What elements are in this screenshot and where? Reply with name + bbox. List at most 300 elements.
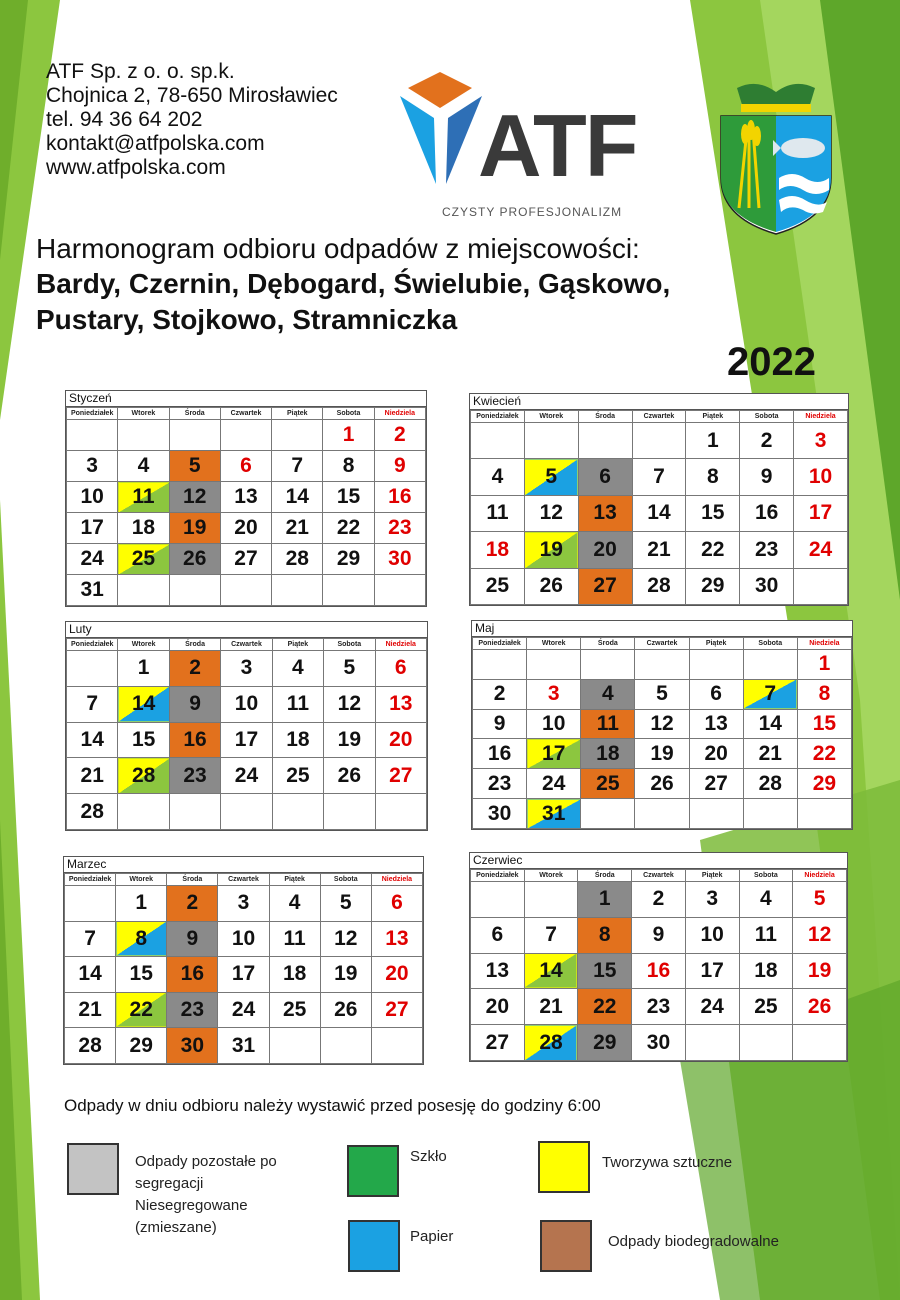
week-row [471,917,847,953]
atf-logo-icon [396,66,486,196]
day-cell: 28 [65,1028,116,1064]
empty-cell [581,650,635,680]
day-cell: 24 [685,989,739,1025]
week-row [67,794,427,830]
day-cell: 20 [371,957,422,993]
day-cell: 2 [374,420,425,451]
day-cell: 17 [527,739,581,769]
weekday-header: Poniedziałek [65,874,116,886]
month-grid [66,638,427,830]
day-cell: 2 [167,886,218,922]
day-cell: 7 [743,679,797,709]
day-cell: 23 [740,532,794,568]
day-cell: 1 [797,650,851,680]
day-cell: 20 [689,739,743,769]
day-cell: 27 [220,544,271,575]
weekday-header: Sobota [740,411,794,423]
legend-swatch-plastic [538,1141,590,1193]
company-name: ATF Sp. z o. o. sp.k. [46,60,235,83]
day-cell: 17 [685,953,739,989]
day-cell: 4 [471,459,525,495]
week-row [65,921,423,957]
empty-cell [269,1028,320,1064]
weekday-header: Poniedziałek [67,408,118,420]
day-cell: 9 [632,917,686,953]
day-cell: 11 [272,686,323,722]
day-cell: 5 [324,651,375,687]
day-cell: 20 [375,722,426,758]
weekday-header: Poniedziałek [471,870,525,882]
day-cell: 8 [323,451,374,482]
day-cell: 25 [471,568,525,604]
day-cell: 5 [169,451,220,482]
day-cell: 20 [471,989,525,1025]
day-cell: 7 [67,686,118,722]
day-cell: 26 [793,989,847,1025]
week-row [471,953,847,989]
day-cell: 14 [67,722,118,758]
day-cell: 21 [632,532,686,568]
month-calendar-february [65,621,428,831]
week-row [67,544,426,575]
weekday-header: Czwartek [220,408,271,420]
day-cell: 30 [473,799,527,829]
day-cell: 25 [272,758,323,794]
weekday-header: Czwartek [218,874,269,886]
day-cell: 22 [116,992,167,1028]
day-cell: 10 [67,482,118,513]
day-cell: 9 [473,709,527,739]
day-cell: 26 [320,992,371,1028]
day-cell: 19 [793,953,847,989]
month-grid [470,869,847,1061]
empty-cell [527,650,581,680]
weekday-header: Środa [578,870,632,882]
empty-cell [471,423,525,459]
day-cell: 6 [471,917,525,953]
day-cell: 6 [220,451,271,482]
day-cell: 7 [272,451,323,482]
day-cell: 24 [221,758,272,794]
day-cell: 29 [116,1028,167,1064]
day-cell: 10 [218,921,269,957]
day-cell: 22 [686,532,740,568]
weekday-header: Wtorek [527,638,581,650]
day-cell: 19 [324,722,375,758]
day-cell: 1 [686,423,740,459]
weekday-header: Niedziela [375,639,426,651]
empty-cell [67,651,118,687]
day-cell: 12 [324,686,375,722]
day-cell: 2 [740,423,794,459]
weekday-header: Środa [578,411,632,423]
day-cell: 24 [218,992,269,1028]
month-calendar-may [471,620,853,830]
day-cell: 20 [220,513,271,544]
logo-word: ATF [478,96,637,195]
day-cell: 22 [797,739,851,769]
empty-cell [524,423,578,459]
day-cell: 16 [169,722,220,758]
day-cell: 13 [371,921,422,957]
month-name: Kwiecień [470,394,848,410]
empty-cell [220,420,271,451]
week-row [67,651,427,687]
weekday-header: Piątek [272,639,323,651]
month-grid [472,637,852,829]
empty-cell [689,650,743,680]
day-cell: 29 [686,568,740,604]
day-cell: 26 [324,758,375,794]
day-cell: 27 [371,992,422,1028]
day-cell: 18 [118,513,169,544]
day-cell: 7 [632,459,686,495]
company-email[interactable]: kontakt@atfpolska.com [46,132,265,155]
month-calendar-june [469,852,848,1062]
day-cell: 28 [272,544,323,575]
day-cell: 19 [524,532,578,568]
empty-cell [320,1028,371,1064]
day-cell: 6 [689,679,743,709]
day-cell: 28 [118,758,169,794]
day-cell: 13 [689,709,743,739]
legend-label-paper: Papier [410,1228,454,1245]
day-cell: 9 [740,459,794,495]
week-row [67,482,426,513]
month-calendar-april [469,393,849,606]
weekday-header: Sobota [739,870,793,882]
logo-tagline: CZYSTY PROFESJONALIZM [442,205,623,219]
day-cell: 31 [67,575,118,606]
day-cell: 13 [471,953,525,989]
empty-cell [118,575,169,606]
week-row [471,459,848,495]
day-cell: 23 [169,758,220,794]
day-cell: 15 [323,482,374,513]
day-cell: 25 [739,989,793,1025]
company-info [46,60,338,180]
empty-cell [473,650,527,680]
day-cell: 30 [632,1025,686,1061]
day-cell: 28 [524,1025,578,1061]
legend-label-plastic: Tworzywa sztuczne [602,1154,733,1171]
empty-cell [685,1025,739,1061]
weekday-header: Sobota [320,874,371,886]
legend-swatch-paper [348,1220,400,1272]
weekday-header: Wtorek [524,411,578,423]
day-cell: 7 [524,917,578,953]
day-cell: 16 [740,495,794,531]
day-cell: 26 [169,544,220,575]
day-cell: 12 [320,921,371,957]
weekday-header: Poniedziałek [67,639,118,651]
day-cell: 18 [471,532,525,568]
weekday-header: Czwartek [221,639,272,651]
day-cell: 29 [797,769,851,799]
month-name: Marzec [64,857,423,873]
day-cell: 14 [118,686,169,722]
weekday-header: Sobota [324,639,375,651]
day-cell: 3 [685,882,739,918]
day-cell: 10 [685,917,739,953]
day-cell: 14 [272,482,323,513]
atf-logo [396,62,646,222]
empty-cell [169,794,220,830]
weekday-header: Czwartek [632,411,686,423]
day-cell: 16 [473,739,527,769]
day-cell: 16 [167,957,218,993]
day-cell: 3 [221,651,272,687]
month-name: Luty [66,622,427,638]
day-cell: 15 [118,722,169,758]
day-cell: 11 [118,482,169,513]
empty-cell [635,650,689,680]
weekday-header: Niedziela [793,870,847,882]
day-cell: 2 [632,882,686,918]
day-cell: 12 [524,495,578,531]
year: 2022 [727,340,816,384]
empty-cell [794,568,848,604]
day-cell: 27 [471,1025,525,1061]
week-row [473,679,852,709]
day-cell: 17 [218,957,269,993]
day-cell: 9 [167,921,218,957]
day-cell: 13 [375,686,426,722]
day-cell: 25 [581,769,635,799]
day-cell: 28 [67,794,118,830]
week-row [471,882,847,918]
day-cell: 30 [374,544,425,575]
empty-cell [272,794,323,830]
day-cell: 4 [272,651,323,687]
empty-cell [743,799,797,829]
day-cell: 16 [374,482,425,513]
empty-cell [67,420,118,451]
empty-cell [375,794,426,830]
day-cell: 11 [739,917,793,953]
day-cell: 10 [527,709,581,739]
legend-swatch-glass [347,1145,399,1197]
day-cell: 27 [578,568,632,604]
schedule-heading [36,232,796,338]
coat-of-arms-icon [717,78,835,238]
day-cell: 17 [221,722,272,758]
week-row [471,495,848,531]
company-phone: tel. 94 36 64 202 [46,108,203,131]
empty-cell [689,799,743,829]
empty-cell [221,794,272,830]
weekday-header: Czwartek [632,870,686,882]
empty-cell [374,575,425,606]
heading-line2: Bardy, Czernin, Dębogard, Świelubie, Gąskowo, [36,268,671,299]
week-row [471,989,847,1025]
day-cell: 18 [272,722,323,758]
empty-cell [169,420,220,451]
day-cell: 30 [740,568,794,604]
weekday-header: Niedziela [794,411,848,423]
day-cell: 15 [686,495,740,531]
day-cell: 29 [323,544,374,575]
week-row [473,709,852,739]
pickup-note: Odpady w dniu odbioru należy wystawić przed posesję do godziny 6:00 [64,1096,601,1115]
empty-cell [635,799,689,829]
legend-label-mixed: Odpady pozostałe po segregacji Niesegregowane (zmieszane) [135,1153,277,1236]
weekday-header: Wtorek [524,870,578,882]
day-cell: 5 [793,882,847,918]
day-cell: 15 [797,709,851,739]
weekday-header: Czwartek [635,638,689,650]
day-cell: 31 [527,799,581,829]
weekday-header: Piątek [689,638,743,650]
heading-line3: Pustary, Stojkowo, Stramniczka [36,304,458,335]
day-cell: 3 [218,886,269,922]
empty-cell [471,882,525,918]
weekday-header: Niedziela [797,638,851,650]
weekday-header: Piątek [269,874,320,886]
empty-cell [220,575,271,606]
day-cell: 25 [118,544,169,575]
day-cell: 26 [635,769,689,799]
week-row [67,722,427,758]
month-calendar-january [65,390,427,607]
day-cell: 14 [65,957,116,993]
day-cell: 17 [67,513,118,544]
day-cell: 4 [269,886,320,922]
day-cell: 4 [581,679,635,709]
weekday-header: Środa [169,408,220,420]
day-cell: 23 [374,513,425,544]
month-name: Styczeń [66,391,426,407]
day-cell: 2 [473,679,527,709]
day-cell: 23 [473,769,527,799]
weekday-header: Sobota [743,638,797,650]
empty-cell [739,1025,793,1061]
day-cell: 5 [320,886,371,922]
empty-cell [169,575,220,606]
day-cell: 8 [578,917,632,953]
day-cell: 5 [635,679,689,709]
day-cell: 28 [743,769,797,799]
day-cell: 31 [218,1028,269,1064]
day-cell: 22 [323,513,374,544]
day-cell: 11 [581,709,635,739]
empty-cell [797,799,851,829]
week-row [471,423,848,459]
week-row [65,1028,423,1064]
month-grid [470,410,848,605]
week-row [67,420,426,451]
empty-cell [793,1025,847,1061]
company-website[interactable]: www.atfpolska.com [46,156,226,179]
day-cell: 26 [524,568,578,604]
day-cell: 3 [794,423,848,459]
empty-cell [118,420,169,451]
heading-line1: Harmonogram odbioru odpadów z miejscowości: [36,233,640,264]
weekday-header: Sobota [323,408,374,420]
day-cell: 3 [67,451,118,482]
day-cell: 1 [323,420,374,451]
week-row [65,992,423,1028]
day-cell: 14 [632,495,686,531]
weekday-header: Piątek [272,408,323,420]
day-cell: 13 [578,495,632,531]
legend-swatch-mixed [67,1143,119,1195]
week-row [67,575,426,606]
day-cell: 24 [67,544,118,575]
day-cell: 14 [743,709,797,739]
weekday-header: Piątek [685,870,739,882]
day-cell: 11 [269,921,320,957]
day-cell: 8 [116,921,167,957]
weekday-header: Wtorek [118,639,169,651]
empty-cell [632,423,686,459]
day-cell: 16 [632,953,686,989]
month-grid [64,873,423,1064]
weekday-header: Poniedziałek [471,411,525,423]
day-cell: 10 [794,459,848,495]
day-cell: 5 [524,459,578,495]
legend-label-glass: Szkło [410,1148,447,1165]
day-cell: 18 [581,739,635,769]
weekday-header: Niedziela [374,408,425,420]
day-cell: 13 [220,482,271,513]
day-cell: 29 [578,1025,632,1061]
day-cell: 21 [743,739,797,769]
day-cell: 11 [471,495,525,531]
empty-cell [524,882,578,918]
day-cell: 27 [375,758,426,794]
day-cell: 1 [578,882,632,918]
weekday-header: Piątek [686,411,740,423]
weekday-header: Środa [169,639,220,651]
day-cell: 6 [371,886,422,922]
day-cell: 4 [118,451,169,482]
day-cell: 21 [524,989,578,1025]
day-cell: 28 [632,568,686,604]
empty-cell [323,575,374,606]
empty-cell [743,650,797,680]
day-cell: 7 [65,921,116,957]
day-cell: 1 [116,886,167,922]
day-cell: 9 [169,686,220,722]
week-row [473,769,852,799]
empty-cell [371,1028,422,1064]
week-row [67,758,427,794]
day-cell: 6 [578,459,632,495]
day-cell: 12 [169,482,220,513]
company-address: Chojnica 2, 78-650 Mirosławiec [46,84,338,107]
weekday-header: Wtorek [116,874,167,886]
day-cell: 12 [635,709,689,739]
day-cell: 22 [578,989,632,1025]
day-cell: 15 [578,953,632,989]
month-name: Czerwiec [470,853,847,869]
legend-swatch-bio [540,1220,592,1272]
week-row [471,1025,847,1061]
day-cell: 4 [739,882,793,918]
month-name: Maj [472,621,852,637]
weekday-header: Wtorek [118,408,169,420]
week-row [473,799,852,829]
empty-cell [272,420,323,451]
week-row [473,650,852,680]
week-row [67,686,427,722]
month-grid [66,407,426,606]
day-cell: 24 [794,532,848,568]
day-cell: 18 [739,953,793,989]
day-cell: 19 [169,513,220,544]
day-cell: 23 [167,992,218,1028]
